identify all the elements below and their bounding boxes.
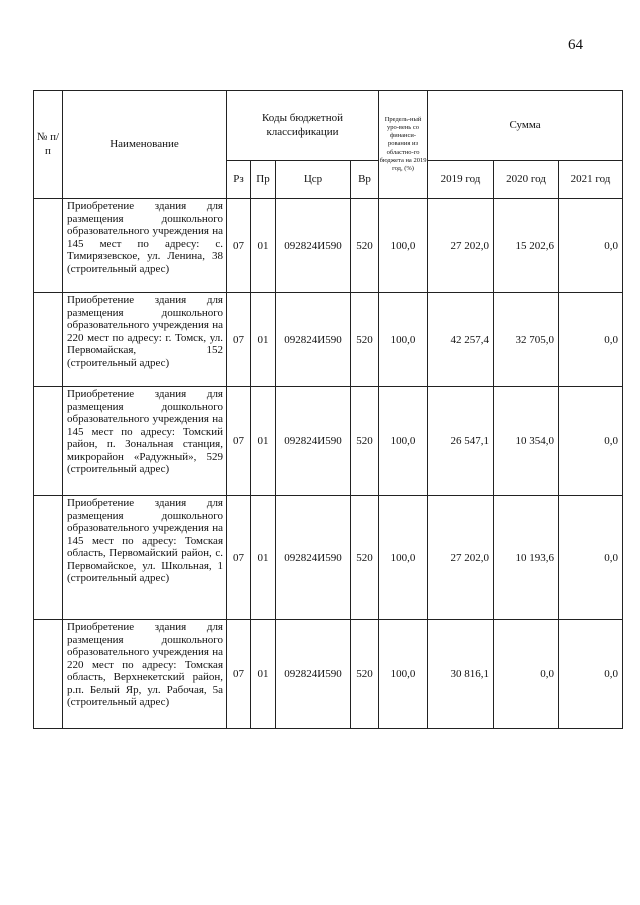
row-2020: 15 202,6 xyxy=(494,199,559,293)
row-csr: 092824И590 xyxy=(276,387,351,496)
table-row xyxy=(34,496,623,620)
budget-table xyxy=(33,90,623,729)
row-limit: 100,0 xyxy=(379,496,428,620)
row-rz: 07 xyxy=(227,620,251,729)
row-num xyxy=(34,496,63,620)
row-2021: 0,0 xyxy=(559,496,623,620)
row-rz: 07 xyxy=(227,199,251,293)
row-rz: 07 xyxy=(227,496,251,620)
row-limit: 100,0 xyxy=(379,199,428,293)
num-header: № п/п xyxy=(34,91,63,199)
name-header: Наименование xyxy=(63,91,227,199)
row-name: Приобретение здания для размещения дошкольного образовательного учреждения на 145 мест по адресу: Томский район, п. Зональная станция, микрорайон «Радужный», 529 (строительный адрес) xyxy=(63,387,227,496)
row-2020: 10 193,6 xyxy=(494,496,559,620)
row-pr: 01 xyxy=(251,620,276,729)
row-limit: 100,0 xyxy=(379,293,428,387)
row-2020: 0,0 xyxy=(494,620,559,729)
row-limit: 100,0 xyxy=(379,620,428,729)
table-row xyxy=(34,387,623,496)
table-row xyxy=(34,620,623,729)
row-csr: 092824И590 xyxy=(276,496,351,620)
row-2021: 0,0 xyxy=(559,387,623,496)
row-name: Приобретение здания для размещения дошкольного образовательного учреждения на 220 мест по адресу: г. Томск, ул. Первомайская, 152 (строительный адрес) xyxy=(63,293,227,387)
row-2021: 0,0 xyxy=(559,620,623,729)
row-num xyxy=(34,199,63,293)
table-row xyxy=(34,293,623,387)
row-2019: 42 257,4 xyxy=(428,293,494,387)
row-2021: 0,0 xyxy=(559,293,623,387)
row-name: Приобретение здания для размещения дошкольного образовательного учреждения на 145 мест по адресу: с. Тимирязевское, ул. Ленина, 38 (строительный адрес) xyxy=(63,199,227,293)
row-num xyxy=(34,293,63,387)
table-row xyxy=(34,199,623,293)
pr-header: Пр xyxy=(251,161,276,199)
row-csr: 092824И590 xyxy=(276,199,351,293)
row-vr: 520 xyxy=(351,620,379,729)
page-number: 64 xyxy=(568,37,583,53)
year-2019-header: 2019 год xyxy=(428,161,494,199)
vr-header: Вр xyxy=(351,161,379,199)
row-vr: 520 xyxy=(351,199,379,293)
limit-header: Предель-ный уро-вень со финанси-рования из областно-го бюджета на 2019 год, (%) xyxy=(379,91,428,199)
row-2019: 30 816,1 xyxy=(428,620,494,729)
rz-header: Рз xyxy=(227,161,251,199)
row-rz: 07 xyxy=(227,293,251,387)
row-num xyxy=(34,387,63,496)
row-name: Приобретение здания для размещения дошкольного образовательного учреждения на 220 мест по адресу: Томская область, Верхнекетский район, р.п. Белый Яр, ул. Рабочая, 5а (строительный адрес) xyxy=(63,620,227,729)
row-2020: 10 354,0 xyxy=(494,387,559,496)
csr-header: Цср xyxy=(276,161,351,199)
year-2021-header: 2021 год xyxy=(559,161,623,199)
row-2019: 27 202,0 xyxy=(428,199,494,293)
row-csr: 092824И590 xyxy=(276,293,351,387)
row-vr: 520 xyxy=(351,293,379,387)
row-2020: 32 705,0 xyxy=(494,293,559,387)
row-pr: 01 xyxy=(251,496,276,620)
row-name: Приобретение здания для размещения дошкольного образовательного учреждения на 145 мест по адресу: Томская область, Первомайский район, с. Первомайское, ул. Школьная, 1 (строительный адрес) xyxy=(63,496,227,620)
sum-header: Сумма xyxy=(428,91,623,161)
row-pr: 01 xyxy=(251,387,276,496)
row-vr: 520 xyxy=(351,496,379,620)
row-num xyxy=(34,620,63,729)
row-2021: 0,0 xyxy=(559,199,623,293)
row-2019: 27 202,0 xyxy=(428,496,494,620)
row-pr: 01 xyxy=(251,293,276,387)
row-vr: 520 xyxy=(351,387,379,496)
row-pr: 01 xyxy=(251,199,276,293)
row-2019: 26 547,1 xyxy=(428,387,494,496)
row-rz: 07 xyxy=(227,387,251,496)
codes-header: Коды бюджетной классификации xyxy=(227,91,379,161)
row-csr: 092824И590 xyxy=(276,620,351,729)
row-limit: 100,0 xyxy=(379,387,428,496)
year-2020-header: 2020 год xyxy=(494,161,559,199)
